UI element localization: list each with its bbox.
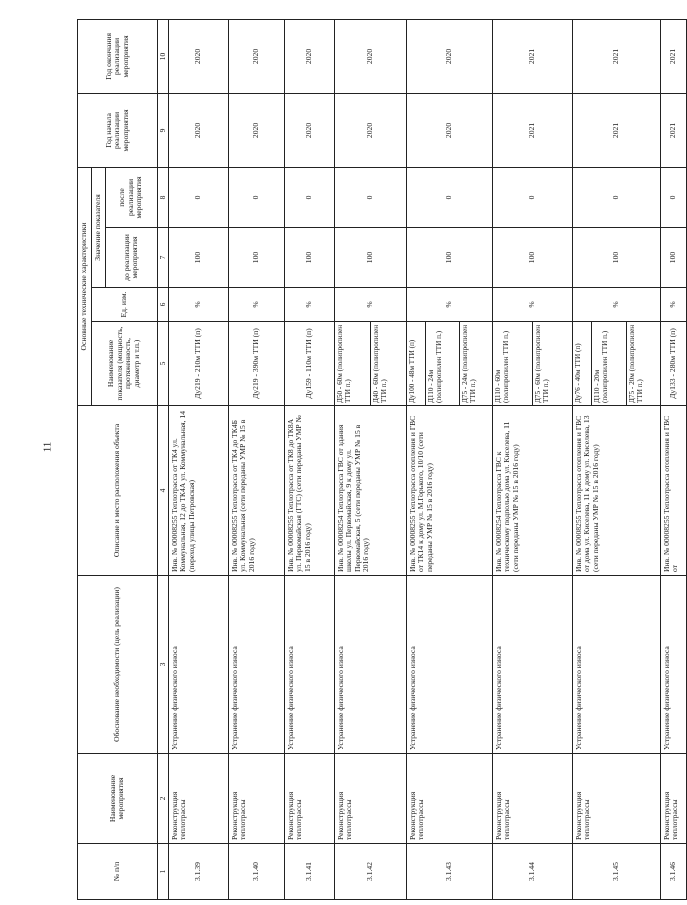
- param-cell: [492, 322, 572, 406]
- param-value: Д40 - 60м (полипропилен ТТИ п.): [371, 324, 388, 403]
- value-before: 100: [334, 228, 406, 288]
- value-after: 0: [406, 167, 492, 227]
- row-number: 3.1.43: [406, 844, 492, 900]
- param-value: Ду76 - 40м ТТИ (п): [573, 322, 592, 405]
- value-after: 0: [572, 167, 660, 227]
- table-row: [334, 19, 406, 899]
- unit: %: [660, 288, 686, 322]
- value-after: 0: [228, 167, 284, 227]
- table-row: [168, 19, 228, 899]
- start-year: 2020: [334, 93, 406, 167]
- measure-name: Реконструкция теплотрассы: [284, 754, 334, 844]
- end-year: 2020: [334, 19, 406, 93]
- value-before: 100: [406, 228, 492, 288]
- header-name: Наименование мероприятия: [78, 754, 158, 844]
- value-before: 100: [492, 228, 572, 288]
- measure-name: Реконструкция теплотрассы: [492, 754, 572, 844]
- measure-name: Реконструкция теплотрассы: [572, 754, 660, 844]
- param-cell: [406, 322, 492, 406]
- value-before: 100: [572, 228, 660, 288]
- table-row: [660, 19, 686, 899]
- unit: %: [168, 288, 228, 322]
- measure-reason: Устранение физического износа: [492, 576, 572, 754]
- column-number: 2: [157, 754, 168, 844]
- value-before: 100: [660, 228, 686, 288]
- column-number: 7: [157, 228, 168, 288]
- column-number: 6: [157, 288, 168, 322]
- measure-name: Реконструкция теплотрассы: [334, 754, 406, 844]
- unit: %: [406, 288, 492, 322]
- row-number: 3.1.42: [334, 844, 406, 900]
- measure-reason: Устранение физического износа: [284, 576, 334, 754]
- header-start-year: Год начала реализации мероприятия: [78, 93, 158, 167]
- value-after: 0: [334, 167, 406, 227]
- measure-reason: Устранение физического износа: [168, 576, 228, 754]
- column-number: 1: [157, 844, 168, 900]
- header-after: после реализации мероприятия: [105, 167, 157, 227]
- param-value: Д110 - 24м (полипропилен ТТИ п.): [425, 322, 459, 405]
- measure-reason: Устранение физического износа: [406, 576, 492, 754]
- param-cell: Ду219 - 390м ТТИ (п): [228, 322, 284, 406]
- header-before: до реализации мероприятия: [105, 228, 157, 288]
- column-number: 5: [157, 322, 168, 406]
- table-row: [284, 19, 334, 899]
- unit: %: [228, 288, 284, 322]
- param-cell: [572, 322, 660, 406]
- row-number: 3.1.45: [572, 844, 660, 900]
- measure-name: Реконструкция теплотрассы: [660, 754, 686, 844]
- measures-table: [77, 19, 687, 900]
- measure-name: Реконструкция теплотрассы: [406, 754, 492, 844]
- start-year: 2021: [572, 93, 660, 167]
- end-year: 2021: [492, 19, 572, 93]
- column-number: 3: [157, 576, 168, 754]
- value-after: 0: [168, 167, 228, 227]
- row-number: 3.1.40: [228, 844, 284, 900]
- measure-reason: Устранение физического износа: [572, 576, 660, 754]
- row-number: 3.1.44: [492, 844, 572, 900]
- param-cell: [334, 322, 406, 406]
- end-year: 2021: [660, 19, 686, 93]
- row-number: 3.1.46: [660, 844, 686, 900]
- column-number: 8: [157, 167, 168, 227]
- value-after: 0: [492, 167, 572, 227]
- unit: %: [572, 288, 660, 322]
- table-row: [572, 19, 660, 899]
- measure-name: Реконструкция теплотрассы: [168, 754, 228, 844]
- object-description: Инв. № 00008255 Теплотрасса от ТК4 ул. Коммунальная, 12 до ТК4А ул. Коммунальная, 14 (переход улицы Петровская): [168, 406, 228, 576]
- end-year: 2020: [228, 19, 284, 93]
- param-value: Д75 - 60м (полипропилен ТТИ п.): [533, 324, 550, 403]
- object-description: Инв. № 00008254 Теплотрасса ГВС от здания школы ул. Первомайская, 9 к дому ул. Первомайская, 5 (сети переданы УМР № 15 в 2016 году): [334, 406, 406, 576]
- param-value: Д50 - 60м (полипропилен ТТИ п.): [335, 322, 371, 405]
- param-value: Д75 - 24м (полипропилен ТТИ п.): [460, 324, 477, 403]
- end-year: 2021: [572, 19, 660, 93]
- header-value-group: Значение показателя: [92, 167, 106, 287]
- value-after: 0: [284, 167, 334, 227]
- param-value: Д110 - 60м (полипропилен ТТИ п.): [493, 322, 533, 405]
- column-number: 4: [157, 406, 168, 576]
- unit: %: [492, 288, 572, 322]
- start-year: 2020: [228, 93, 284, 167]
- header-param: Наименование показателя (мощность, протяженность, диаметр и т.п.): [92, 322, 158, 406]
- start-year: 2020: [406, 93, 492, 167]
- row-number: 3.1.39: [168, 844, 228, 900]
- object-description: Инв. № 00008255 Теплотрасса отопления и ГВС от: [660, 406, 686, 576]
- object-description: Инв. № 00008255 Теплотрасса от ТК8 до ТК8А ул. Первомайская (ГТС) (сети переданы УМР № 15 в 2016 году): [284, 406, 334, 576]
- table-row: [492, 19, 572, 899]
- page-number: 11: [41, 441, 54, 453]
- row-number: 3.1.41: [284, 844, 334, 900]
- param-cell: Ду159 - 110м ТТИ (п): [284, 322, 334, 406]
- object-description: Инв. № 00008254 Теплотрасса ГВС к техническому подполью дома ул. Киселева, 11 (сети переданы УМР № 15 в 2016 году): [492, 406, 572, 576]
- object-description: Инв. № 00008255 Теплотрасса отопления и ГВС от дома ул. Киселева, 11 к дому ул. Киселева, 13 (сети переданы УМР № 15 в 2016 году): [572, 406, 660, 576]
- column-number: 9: [157, 93, 168, 167]
- header-tech-group: Основные технические характеристики: [78, 167, 92, 405]
- measure-reason: Устранение физического износа: [334, 576, 406, 754]
- object-description: Инв. № 00008255 Теплотрасса отопления и ГВС от ТК14 к дому ул. М.Горького, 10/10 (сети переданы УМР № 15 в 2016 году): [406, 406, 492, 576]
- table-row: [406, 19, 492, 899]
- value-before: 100: [284, 228, 334, 288]
- param-value: Д110 - 20м (полипропилен ТТИ п.): [592, 322, 626, 405]
- end-year: 2020: [168, 19, 228, 93]
- start-year: 2020: [284, 93, 334, 167]
- measure-name: Реконструкция теплотрассы: [228, 754, 284, 844]
- header-reason: Обоснование необходимости (цель реализации): [78, 576, 158, 754]
- measure-reason: Устранение физического износа: [660, 576, 686, 754]
- start-year: 2021: [492, 93, 572, 167]
- unit: %: [334, 288, 406, 322]
- header-desc: Описание и место расположения объекта: [78, 406, 158, 576]
- end-year: 2020: [406, 19, 492, 93]
- object-description: Инв. № 00008255 Теплотрасса от ТК4 до ТК4Б ул. Коммунальная (сети переданы УМР № 15 в 2016 году): [228, 406, 284, 576]
- param-value: Ду100 - 48м ТТИ (п): [407, 322, 426, 405]
- measure-reason: Устранение физического износа: [228, 576, 284, 754]
- param-cell: Ду219 - 210м ТТИ (п): [168, 322, 228, 406]
- header-unit: Ед. изм.: [92, 288, 158, 322]
- param-cell: Ду133 - 280м ТТИ (п): [660, 322, 686, 406]
- header-num: № п/п: [78, 844, 158, 900]
- header-end-year: Год окончания реализации мероприятия: [78, 19, 158, 93]
- param-value: Д75 - 20м (полипропилен ТТИ п.): [627, 324, 644, 403]
- column-number: 10: [157, 19, 168, 93]
- value-before: 100: [228, 228, 284, 288]
- value-after: 0: [660, 167, 686, 227]
- value-before: 100: [168, 228, 228, 288]
- start-year: 2021: [660, 93, 686, 167]
- start-year: 2020: [168, 93, 228, 167]
- table-row: [228, 19, 284, 899]
- rotated-table-container: [77, 20, 680, 900]
- end-year: 2020: [284, 19, 334, 93]
- unit: %: [284, 288, 334, 322]
